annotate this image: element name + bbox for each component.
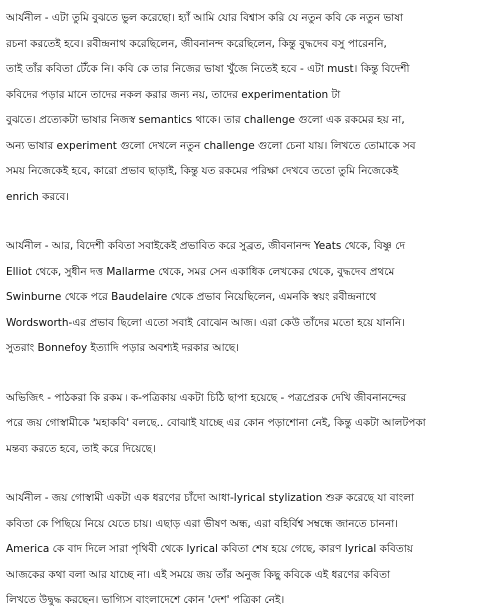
text-line: আজকের কথা বলা আর যাচ্ছে না। এই সময়ে জয় তাঁর অনুজ কিছু কবিকে এই ধরণের কবিতা <box>6 568 390 581</box>
paragraph-abhijit <box>6 386 490 463</box>
text-line: কবিতা কে পিছিয়ে নিয়ে যেতে চায়। এছাড় এরা ভীষণ অন্ধ, এরা বহির্বিশ্ব সম্বন্ধে জানতে চাননা। <box>6 517 399 530</box>
text-line: কবিদের পড়ার মানে তাদের নকল করার জন্য নয়, তাদের experimentation টা <box>6 88 341 101</box>
text-line: তাই তাঁর কবিতা টেঁকে নি। কবি কে তার নিজের ভাষা খুঁজে নিতেই হবে - এটা must। কিন্তু বিদেশী <box>6 63 410 75</box>
text-line: অন্য ভাষার experiment গুলো দেখলে নতুন challenge গুলো চেনা যায়। লিখতে তোমাকে সব <box>6 139 416 152</box>
text-line: America কে বাদ দিলে সারা পৃথিবী থেকে lyrical কবিতা শেষ হয়ে গেছে, কারণ lyrical কবিতায় <box>6 543 413 555</box>
text-line: মন্তব্য করতে হবে, তাই করে দিয়েছে। <box>6 442 156 455</box>
text-line: আর্যনীল - এটা তুমি বুঝতে ভুল করেছো। হ্যাঁ আমি যোর বিশ্বাস করি যে নতুন কবি কে নতুন ভাষা <box>6 12 404 24</box>
text-line: সুতরাং Bonnefoy ইত্যাদি পড়ার অবশ্যই দরকার আছে। <box>6 342 240 354</box>
paragraph-aryanil-3 <box>6 486 490 614</box>
paragraph-spacer <box>6 462 490 486</box>
paragraph-aryanil-2 <box>6 234 490 362</box>
text-line: রচনা করতেই হবে। রবীন্দ্রনাথ করেছিলেন, জীবনানন্দ করেছিলেন, কিন্তু বুদ্ধদেব বসু পারেননি, <box>6 37 387 50</box>
text-line: আর্যনীল - আর, বিদেশী কবিতা সবাইকেই প্রভাবিত করে সুব্রত, জীবনানন্দ Yeats থেকে, বিষ্ণু দে <box>6 240 406 252</box>
paragraph-spacer <box>6 210 490 234</box>
text-line: আর্যনীল - জয় গোস্বামী একটা এক ধরণের চাঁদো আধা-lyrical stylization শুরু করেছে যা বাংলা <box>6 492 415 504</box>
text-line: বুঝতে। প্রত্যেকটা ভাষার নিজস্ব semantics থাকে। তার challenge গুলো এক রকমের হয় না, <box>6 114 405 126</box>
text-line: সময় নিজেকেই হবে, কারো প্রভাব ছাড়াই, কিন্তু যত রকমের পরিক্ষা দেখবে ততো তুমি নিজেকেই <box>6 165 399 177</box>
text-line: Elliot থেকে, সুধীন দত্ত Mallarme থেকে, সমর সেন একাধিক লেখকের থেকে, বুদ্ধদেব প্রথমে <box>6 265 395 278</box>
text-line: Swinburne থেকে পরে Baudelaire থেকে প্রভাব নিয়েছিলেন, এমনকি স্বয়ং রবীন্দ্রনাথে <box>6 291 377 303</box>
paragraph-spacer <box>6 362 490 386</box>
text-line: enrich করবে। <box>6 190 70 203</box>
text-line: লিখতে উদ্বুদ্ধ করছেন। ভাগ্যিস বাংলাদেশে কোন 'দেশ' পত্রিকা নেই। <box>6 594 285 606</box>
paragraph-aryanil-1 <box>6 6 490 210</box>
text-line: অভিজিৎ - পাঠকরা কি রকম ৷ ক-পত্রিকায় একটা চিঠি ছাপা হয়েছে - পত্রপ্রেরক দেখি জীবনানন্দের <box>6 391 407 404</box>
text-line: পরে জয় গোস্বামীকে 'মহাকবি' বলছে.. বোঝাই যাচ্ছে এর কোন পড়াশোনা নেই, কিন্তু একটা আলটপকা <box>6 417 426 429</box>
text-line: Wordsworth-এর প্রভাব ছিলো এতো সবাই বোঝেন আজ। এরা কেউ তাঁদের মতো হয়ে যাননি। <box>6 316 405 329</box>
